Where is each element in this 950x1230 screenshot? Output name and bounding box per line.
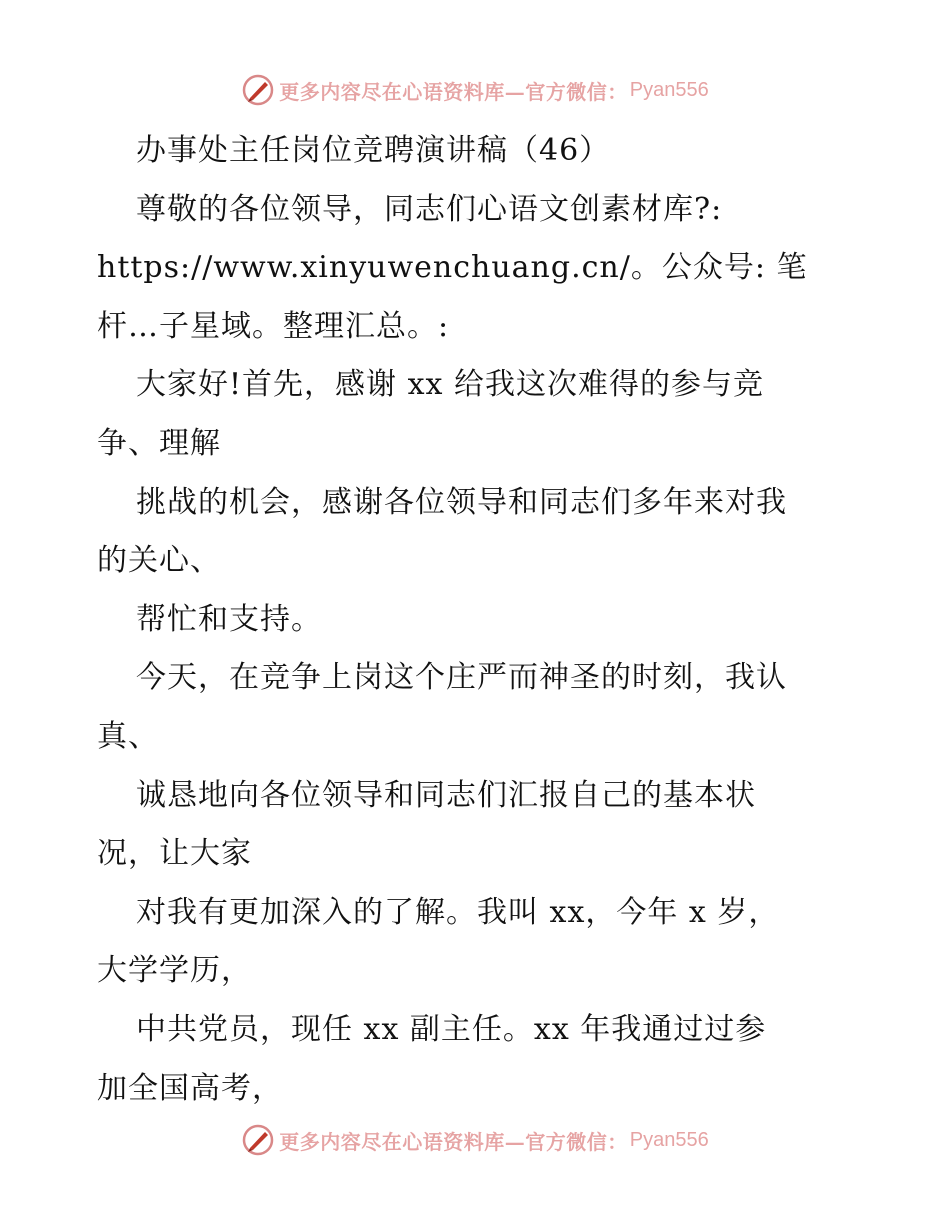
paragraph-line: 的关心、 <box>97 543 221 579</box>
paragraph-line: 杆…子星域。整理汇总。: <box>97 308 450 344</box>
banner-text: 更多内容尽在心语资料库—官方微信： <box>279 79 628 104</box>
header-banner <box>0 70 950 110</box>
wechat-id: Pyan556 <box>629 1128 709 1151</box>
banner-text: 更多内容尽在心语资料库—官方微信： <box>279 1129 628 1154</box>
paragraph-first-line: 对我有更加深入的了解。我叫 xx，今年 x 岁， <box>136 894 780 930</box>
document-title: 办事处主任岗位竞聘演讲稿（46） <box>136 133 611 168</box>
quill-pen-logo-icon <box>241 73 275 107</box>
wechat-id: Pyan556 <box>629 78 709 101</box>
paragraph-line: https://www.xinyuwenchuang.cn/。公众号: 笔 <box>97 250 808 286</box>
paragraph-first-line: 尊敬的各位领导，同志们心语文创素材库?: <box>136 191 723 227</box>
quill-pen-logo-icon <box>241 1123 275 1157</box>
paragraph-line: 加全国高考， <box>97 1070 283 1106</box>
paragraph-first-line: 中共党员，现任 xx 副主任。xx 年我通过过参 <box>136 1011 767 1047</box>
paragraph-line: 真、 <box>97 718 159 754</box>
paragraph-first-line: 挑战的机会，感谢各位领导和同志们多年来对我 <box>136 484 787 520</box>
paragraph-first-line: 帮忙和支持。 <box>136 601 322 637</box>
footer-banner <box>0 1120 950 1160</box>
paragraph-line: 况，让大家 <box>97 836 252 872</box>
paragraph-first-line: 诚恳地向各位领导和同志们汇报自己的基本状 <box>136 777 756 813</box>
document-body <box>97 122 857 1118</box>
paragraph-list <box>97 181 857 1119</box>
paragraph-first-line: 今天，在竞争上岗这个庄严而神圣的时刻，我认 <box>136 660 787 696</box>
paragraph-first-line: 大家好!首先，感谢 xx 给我这次难得的参与竞 <box>136 367 764 403</box>
paragraph-line: 争、理解 <box>97 425 221 461</box>
paragraph-line: 大学学历， <box>97 953 252 989</box>
